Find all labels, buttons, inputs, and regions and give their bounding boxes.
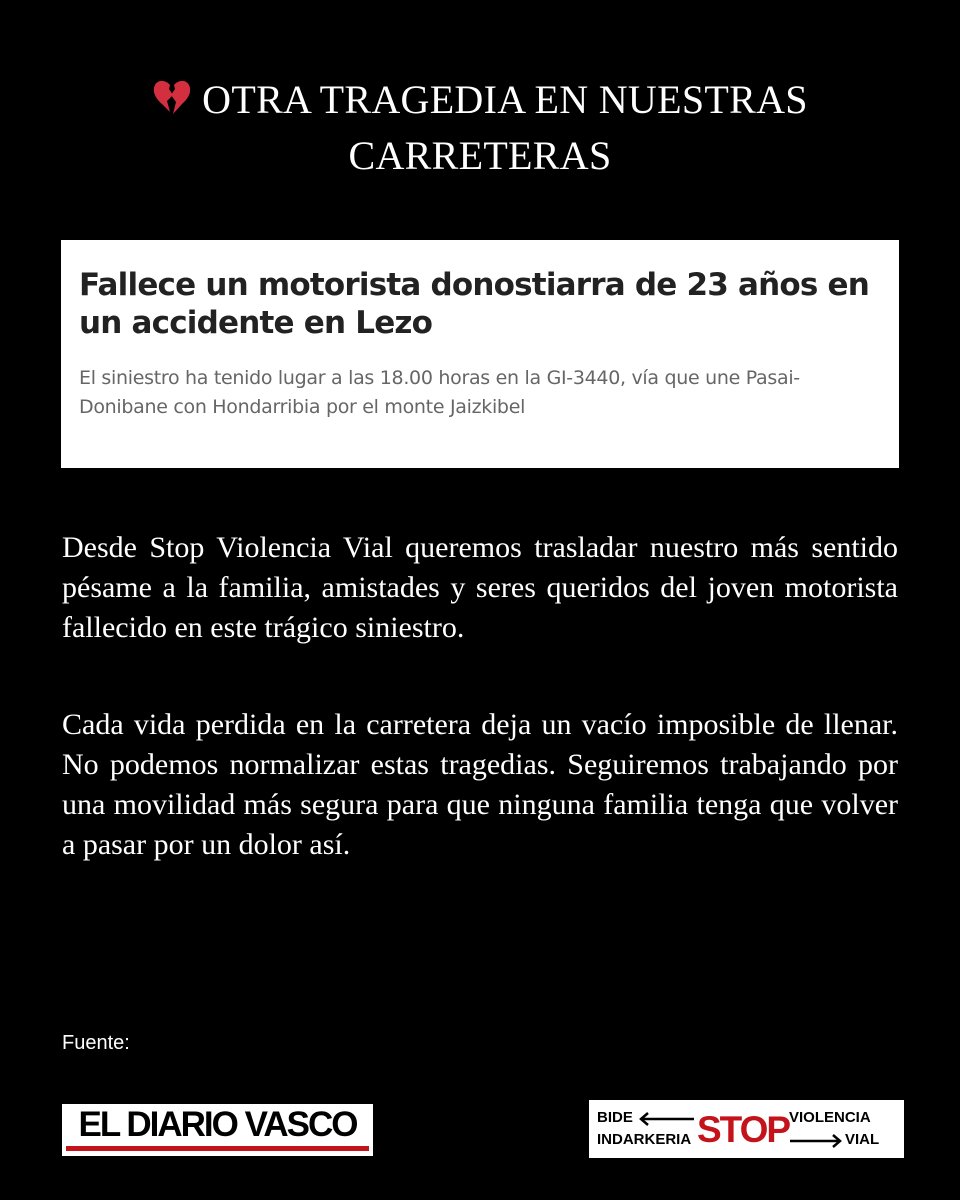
arrow-left-icon [639, 1112, 695, 1126]
svv-vial-text: VIAL [845, 1131, 880, 1148]
headline [60, 72, 900, 184]
stop-violencia-vial-logo [589, 1100, 904, 1158]
news-subtitle: El siniestro ha tenido lugar a las 18.00 horas en la GI-3440, vía que une Pasai-Donibane con Hondarribia por el monte Jaizkibel [79, 367, 800, 418]
diario-vasco-logo-text: EL DIARIO VASCO [78, 1105, 357, 1144]
body-paragraph-message: Cada vida perdida en la carretera deja un vacío imposible de llenar. No podemos normalizar estas tragedias. Seguiremos trabajando por una movilidad más segura para que ninguna familia tenga que volver a pasar por un dolor así. [62, 708, 898, 861]
arrow-right-icon [790, 1134, 842, 1148]
headline-text: OTRA TRAGEDIA EN NUESTRAS CARRETERAS [202, 77, 808, 178]
news-title: Fallece un motorista donostiarra de 23 años en un accidente en Lezo [79, 267, 870, 341]
svv-indarkeria-text: INDARKERIA [597, 1131, 692, 1148]
diario-vasco-red-bar [66, 1146, 369, 1151]
diario-vasco-logo [62, 1104, 373, 1156]
svv-stop-text: STOP [697, 1109, 790, 1150]
news-headline-card [61, 240, 899, 468]
svv-bide-text: BIDE [597, 1109, 633, 1126]
body-paragraph-condolences: Desde Stop Violencia Vial queremos trasladar nuestro más sentido pésame a la familia, amistades y seres queridos del joven motorista fallecido en este trágico siniestro. [62, 531, 898, 644]
source-label: Fuente: [62, 1032, 130, 1054]
broken-heart-icon [152, 79, 192, 117]
svv-violencia-text: VIOLENCIA [789, 1109, 871, 1126]
